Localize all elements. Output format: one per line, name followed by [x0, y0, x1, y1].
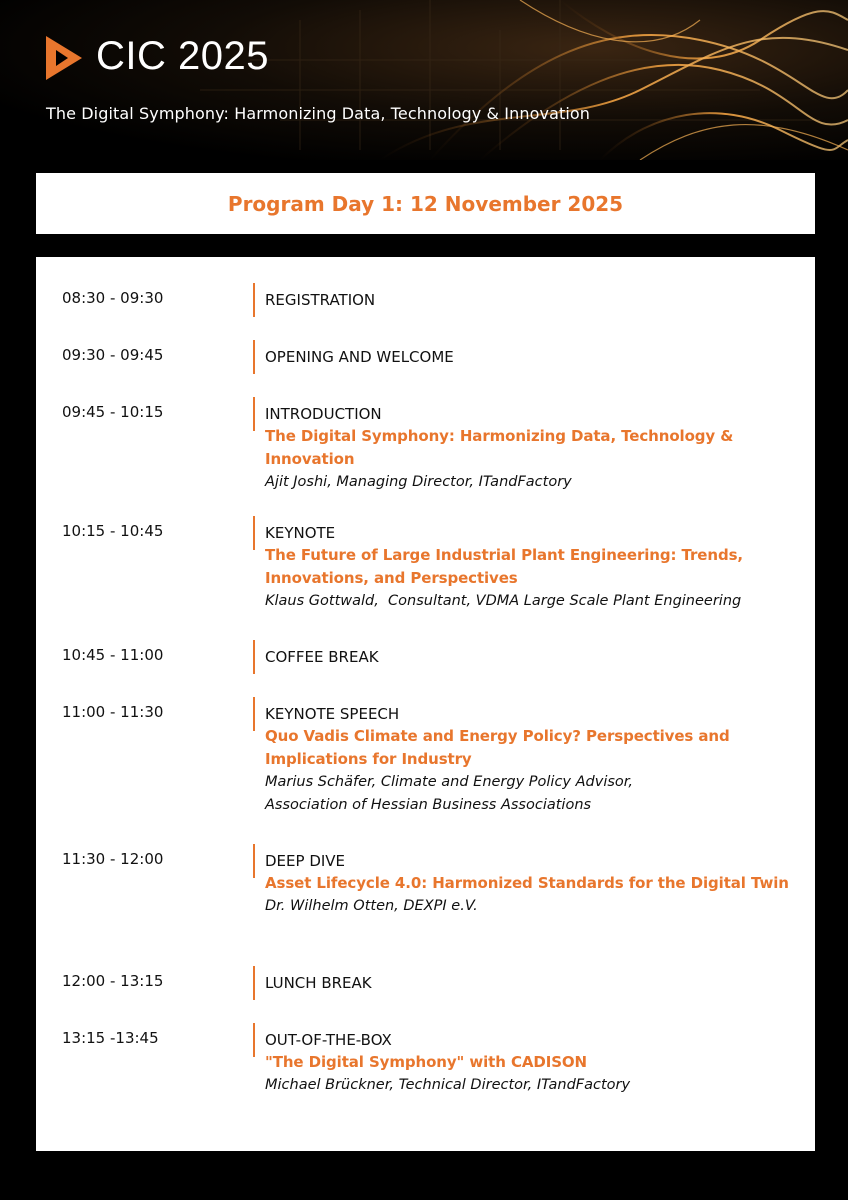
session-type: OUT-OF-THE-BOX [265, 1031, 392, 1049]
session-title-line: The Digital Symphony: Harmonizing Data, Technology & [265, 427, 734, 445]
session-divider [253, 966, 255, 1000]
session-type: INTRODUCTION [265, 405, 382, 423]
banner-background-art [0, 0, 848, 160]
session-divider [253, 340, 255, 374]
session-divider [253, 1023, 255, 1057]
logo-text: CIC 2025 [96, 34, 269, 78]
session-time: 10:15 - 10:45 [62, 522, 164, 540]
session-speaker: Association of Hessian Business Associations [265, 797, 592, 813]
session-time: 11:00 - 11:30 [62, 703, 164, 721]
session-title-line: The Future of Large Industrial Plant Engineering: Trends, [265, 546, 744, 564]
session-divider [253, 516, 255, 550]
session-speaker: Marius Schäfer, Climate and Energy Policy Advisor, [265, 774, 634, 790]
session-speaker: Michael Brückner, Technical Director, ITandFactory [265, 1077, 631, 1093]
session-time: 11:30 - 12:00 [62, 850, 164, 868]
session-type: KEYNOTE [265, 524, 336, 542]
session-time: 13:15 -13:45 [62, 1029, 159, 1047]
event-tagline: The Digital Symphony: Harmonizing Data, Technology & Innovation [46, 104, 591, 123]
day-title: Program Day 1: 12 November 2025 [227, 191, 624, 216]
session-content [265, 289, 810, 311]
session-type: DEEP DIVE [265, 852, 346, 870]
session-title-line: Quo Vadis Climate and Energy Policy? Perspectives and [265, 727, 730, 745]
session-title-line: Innovation [265, 450, 355, 468]
day-title-panel [36, 173, 815, 234]
session-title-line: Implications for Industry [265, 750, 472, 768]
session-type: REGISTRATION [265, 291, 376, 309]
session-divider [253, 640, 255, 674]
session-time: 08:30 - 09:30 [62, 289, 164, 307]
session-content [265, 972, 810, 994]
session-divider [253, 283, 255, 317]
session-divider [253, 397, 255, 431]
session-title-line: Innovations, and Perspectives [265, 569, 518, 587]
session-type: KEYNOTE SPEECH [265, 705, 400, 723]
session-content [265, 403, 810, 494]
session-content [265, 850, 810, 918]
session-time: 10:45 - 11:00 [62, 646, 164, 664]
session-divider [253, 844, 255, 878]
session-type: COFFEE BREAK [265, 648, 379, 666]
header-banner [0, 0, 848, 160]
session-title-line: Asset Lifecycle 4.0: Harmonized Standards for the Digital Twin [265, 874, 789, 892]
session-content [265, 522, 810, 613]
session-content [265, 1029, 810, 1097]
program-schedule [36, 257, 815, 1151]
session-speaker: Klaus Gottwald, Consultant, VDMA Large Scale Plant Engineering [265, 593, 742, 609]
session-content [265, 703, 810, 817]
session-content [265, 346, 810, 368]
session-content [265, 646, 810, 668]
session-speaker: Dr. Wilhelm Otten, DEXPI e.V. [265, 898, 478, 914]
session-type: OPENING AND WELCOME [265, 348, 454, 366]
session-divider [253, 697, 255, 731]
session-title-line: "The Digital Symphony" with CADISON [265, 1053, 588, 1071]
session-time: 12:00 - 13:15 [62, 972, 164, 990]
session-time: 09:30 - 09:45 [62, 346, 164, 364]
cic-logo-icon [46, 36, 82, 80]
session-time: 09:45 - 10:15 [62, 403, 164, 421]
session-speaker: Ajit Joshi, Managing Director, ITandFactory [265, 474, 572, 490]
session-type: LUNCH BREAK [265, 974, 372, 992]
